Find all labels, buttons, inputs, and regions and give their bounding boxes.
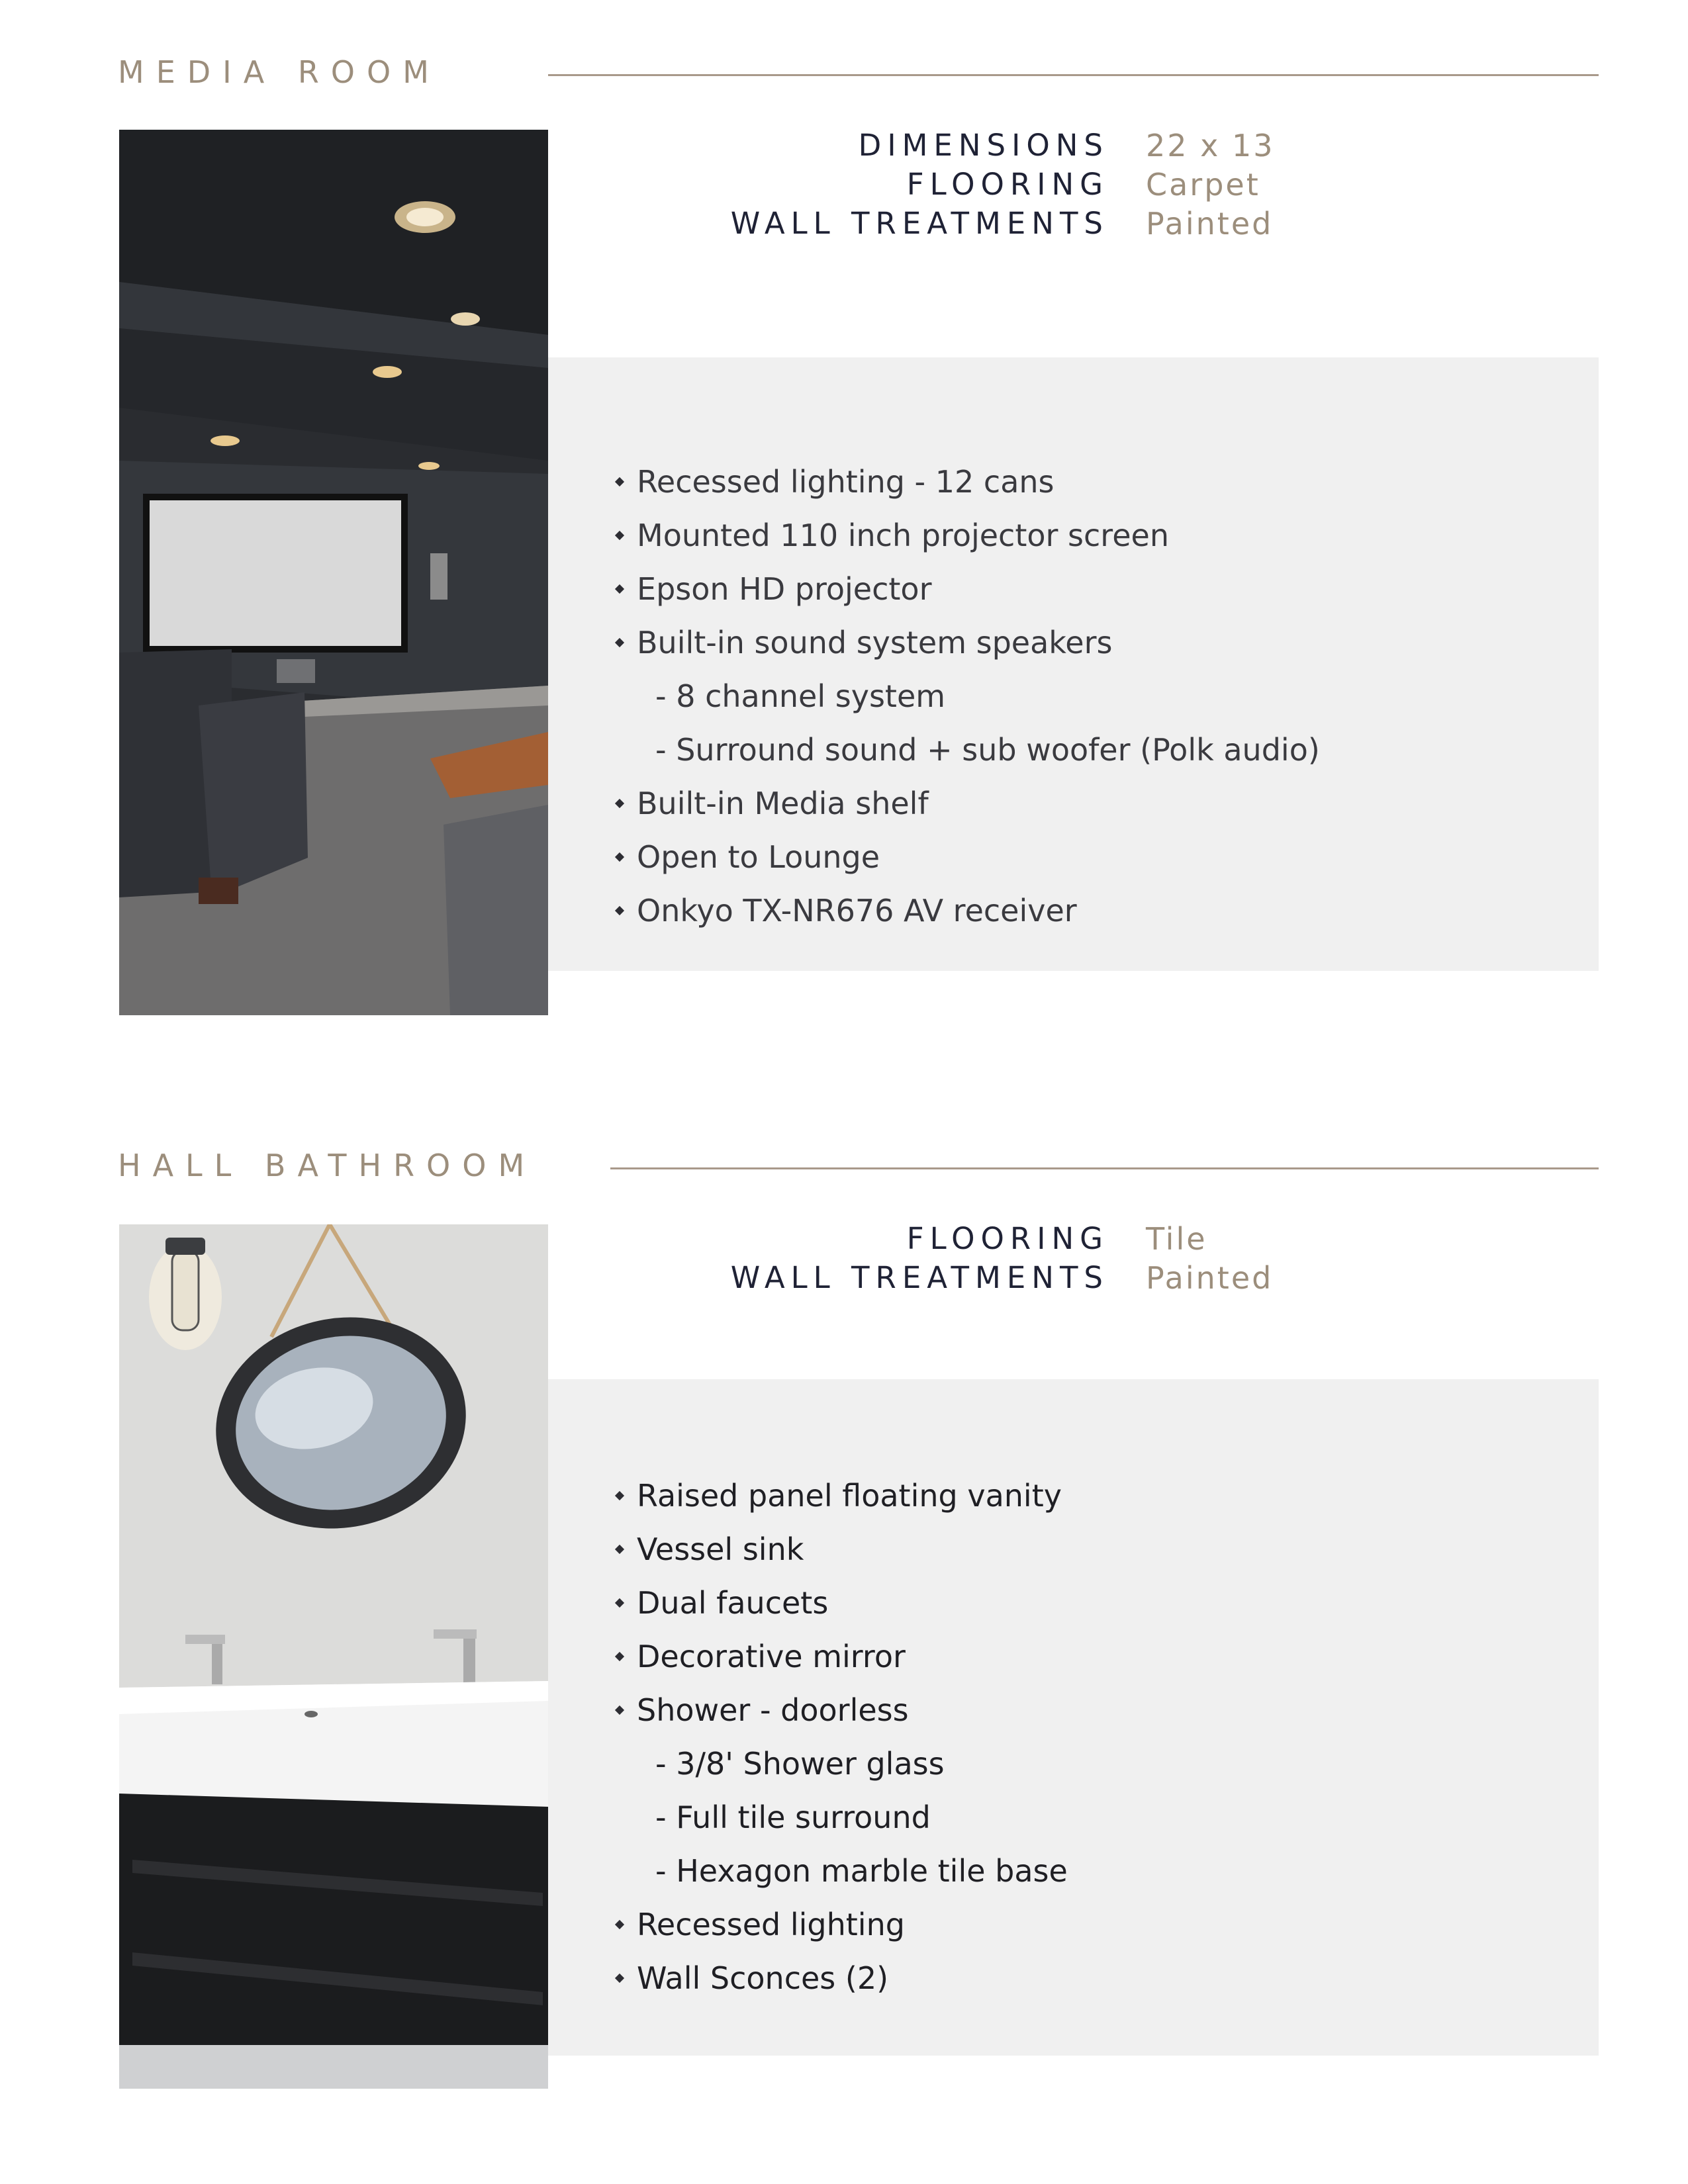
feature-text: Recessed lighting <box>637 1906 905 1942</box>
feature-text: Built-in sound system speakers <box>637 624 1113 660</box>
feature-text: Decorative mirror <box>637 1638 906 1674</box>
feature-text: Onkyo TX-NR676 AV receiver <box>637 892 1077 929</box>
spec-value: Carpet <box>1146 166 1260 203</box>
feature-text: - Full tile surround <box>655 1799 931 1835</box>
list-item <box>548 884 1320 937</box>
media-room-features-panel <box>548 357 1599 971</box>
bullet-icon <box>615 905 624 915</box>
spec-value: Painted <box>1146 205 1274 242</box>
feature-text: Recessed lighting - 12 cans <box>637 463 1055 500</box>
spec-row-flooring <box>596 165 1324 204</box>
feature-text: Mounted 110 inch projector screen <box>637 517 1169 553</box>
feature-text: - 3/8' Shower glass <box>655 1745 945 1782</box>
bullet-icon <box>615 1544 624 1553</box>
media-room-divider <box>548 74 1599 76</box>
spec-row-wall-treatments <box>596 1258 1324 1297</box>
hall-bathroom-feature-list <box>548 1469 1068 2005</box>
list-item <box>548 1576 1068 1629</box>
spec-row-dimensions <box>596 126 1324 165</box>
spec-row-wall-treatments <box>596 204 1324 243</box>
bullet-icon <box>615 1490 624 1500</box>
list-subitem <box>548 669 1320 723</box>
list-subitem <box>548 1844 1068 1897</box>
media-room-specs <box>596 126 1324 243</box>
feature-text: Epson HD projector <box>637 570 932 607</box>
feature-text: Open to Lounge <box>637 839 880 875</box>
spec-value: Tile <box>1146 1220 1207 1257</box>
spec-label: WALL TREATMENTS <box>730 1260 1109 1295</box>
media-room-section <box>0 0 1688 1059</box>
hall-bathroom-features-panel <box>548 1379 1599 2056</box>
bullet-icon <box>615 1651 624 1661</box>
feature-text: Vessel sink <box>637 1531 804 1567</box>
bullet-icon <box>615 1919 624 1929</box>
feature-text: Raised panel floating vanity <box>637 1477 1062 1514</box>
list-subitem <box>548 723 1320 776</box>
list-subitem <box>548 1737 1068 1790</box>
feature-text: - Surround sound + sub woofer (Polk audio) <box>655 731 1320 768</box>
list-subitem <box>548 1790 1068 1844</box>
spec-row-flooring <box>596 1219 1324 1258</box>
hall-bathroom-heading: HALL BATHROOM <box>118 1148 537 1183</box>
hall-bathroom-photo <box>119 1224 548 2089</box>
spec-label: FLOORING <box>906 1221 1109 1256</box>
bullet-icon <box>615 637 624 647</box>
bullet-icon <box>615 1973 624 1982</box>
feature-text: - Hexagon marble tile base <box>655 1852 1068 1889</box>
bullet-icon <box>615 477 624 486</box>
list-item <box>548 508 1320 562</box>
spec-label: DIMENSIONS <box>858 128 1109 163</box>
spec-label: WALL TREATMENTS <box>730 206 1109 241</box>
list-item <box>548 455 1320 508</box>
hall-bathroom-section <box>0 1085 1688 2184</box>
media-room-photo <box>119 130 548 1015</box>
spec-value: 22 x 13 <box>1146 127 1275 163</box>
hall-bathroom-specs <box>596 1219 1324 1297</box>
feature-text: Dual faucets <box>637 1584 829 1621</box>
feature-text: Shower - doorless <box>637 1692 909 1728</box>
bullet-icon <box>615 798 624 807</box>
list-item <box>548 1897 1068 1951</box>
spec-label: FLOORING <box>906 167 1109 202</box>
bullet-icon <box>615 852 624 861</box>
list-item <box>548 1629 1068 1683</box>
list-item <box>548 1522 1068 1576</box>
list-item <box>548 1951 1068 2005</box>
bullet-icon <box>615 530 624 539</box>
list-item <box>548 830 1320 884</box>
media-room-feature-list <box>548 455 1320 937</box>
list-item <box>548 776 1320 830</box>
list-item <box>548 1469 1068 1522</box>
media-room-heading: MEDIA ROOM <box>118 54 441 90</box>
spec-value: Painted <box>1146 1259 1274 1296</box>
feature-text: - 8 channel system <box>655 678 946 714</box>
list-item <box>548 615 1320 669</box>
hall-bathroom-divider <box>610 1167 1599 1169</box>
list-item <box>548 1683 1068 1737</box>
feature-text: Wall Sconces (2) <box>637 1960 889 1996</box>
list-item <box>548 562 1320 615</box>
bullet-icon <box>615 1598 624 1607</box>
feature-text: Built-in Media shelf <box>637 785 929 821</box>
bullet-icon <box>615 584 624 593</box>
bullet-icon <box>615 1705 624 1714</box>
